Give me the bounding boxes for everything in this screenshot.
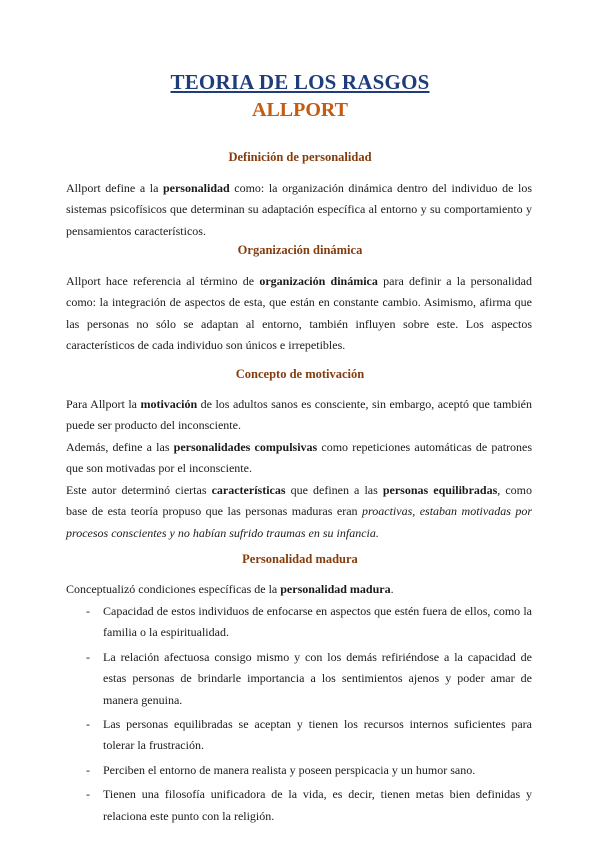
text-run: para definir a la personalidad como: la integración de aspectos de esta, que están en constante cambio. Asimismo, afirma que las personas no sólo se adaptan al entorno, también influyen sobre este. Los aspectos característicos de cada individuo son únicos e irrepetibles. xyxy=(66,274,532,353)
heading-definicion: Definición de personalidad xyxy=(228,150,372,164)
list-item-text: Tienen una filosofía unificadora de la vida, es decir, tienen metas bien definidas y relaciona este punto con la religión. xyxy=(103,787,532,823)
text-run: Para Allport la xyxy=(66,397,141,411)
madura-list xyxy=(66,601,532,830)
list-item xyxy=(66,601,532,644)
paragraph-madura-intro xyxy=(66,579,532,600)
dash-bullet: - xyxy=(86,649,90,664)
list-item-text: La relación afectuosa consigo mismo y con los demás refiriéndose a la capacidad de estas personas de brindarle importancia a los sentimientos ajenos y poder amar de manera genuina. xyxy=(103,649,532,707)
dash-bullet: - xyxy=(86,762,90,777)
bold-term: organización dinámica xyxy=(259,274,378,288)
text-run: como repeticiones automáticas de patrones que son motivadas por el inconsciente. xyxy=(66,440,533,476)
dash-bullet: - xyxy=(86,717,90,732)
bold-term: personalidades compulsivas xyxy=(173,440,318,454)
list-item xyxy=(66,784,532,827)
list-item xyxy=(66,760,532,781)
dash-bullet: - xyxy=(86,787,90,802)
heading-motivacion: Concepto de motivación xyxy=(235,367,365,381)
list-item-text: Perciben el entorno de manera realista y poseen perspicacia y un humor sano. xyxy=(103,762,476,777)
bold-term: personas equilibradas xyxy=(382,483,498,497)
list-item xyxy=(66,647,532,711)
bold-term: personalidad xyxy=(162,181,230,195)
heading-madura: Personalidad madura xyxy=(242,552,358,566)
bold-term: características xyxy=(211,483,286,497)
text-run: , como base de esta teoría propuso que las personas maduras eran xyxy=(66,483,533,519)
text-run: Allport hace referencia al término de xyxy=(66,274,260,288)
paragraph-motivacion-3 xyxy=(66,480,532,544)
text-run: Conceptualizó condiciones específicas de la xyxy=(66,582,281,596)
text-run: . xyxy=(390,582,394,596)
heading-organizacion: Organización dinámica xyxy=(237,243,363,257)
text-run: Este autor determinó ciertas xyxy=(66,483,212,497)
text-run: Allport define a la xyxy=(66,181,163,195)
text-run: de los adultos sanos es consciente, sin embargo, aceptó que también puede ser producto del inconsciente. xyxy=(66,397,532,433)
dash-bullet: - xyxy=(86,604,90,618)
bold-term: motivación xyxy=(140,397,198,411)
paragraph-motivacion-1 xyxy=(66,394,532,437)
paragraph-motivacion-2 xyxy=(66,437,532,480)
paragraph-organizacion xyxy=(66,271,532,357)
list-item xyxy=(66,714,532,757)
list-item-text: Las personas equilibradas se aceptan y tienen los recursos internos suficientes para tolerar la frustración. xyxy=(103,717,532,753)
list-item-text: Capacidad de estos individuos de enfocarse en aspectos que estén fuera de ellos, como la familia o la espiritualidad. xyxy=(103,604,532,640)
text-run: que definen a las xyxy=(285,483,383,497)
document-title: TEORIA DE LOS RASGOS xyxy=(170,70,430,94)
text-run: Además, define a las xyxy=(66,440,174,454)
bold-term: personalidad madura xyxy=(280,582,391,596)
italic-run: proactivas, estaban motivadas por procesos conscientes y no habían sufrido traumas en su infancia. xyxy=(66,504,533,540)
text-run: como: la organización dinámica dentro del individuo de los sistemas psicofísicos que determinan su adaptación específica al entorno y su comportamiento y pensamientos característicos. xyxy=(66,181,532,238)
paragraph-definicion xyxy=(66,178,532,242)
document-subtitle: ALLPORT xyxy=(252,99,348,121)
